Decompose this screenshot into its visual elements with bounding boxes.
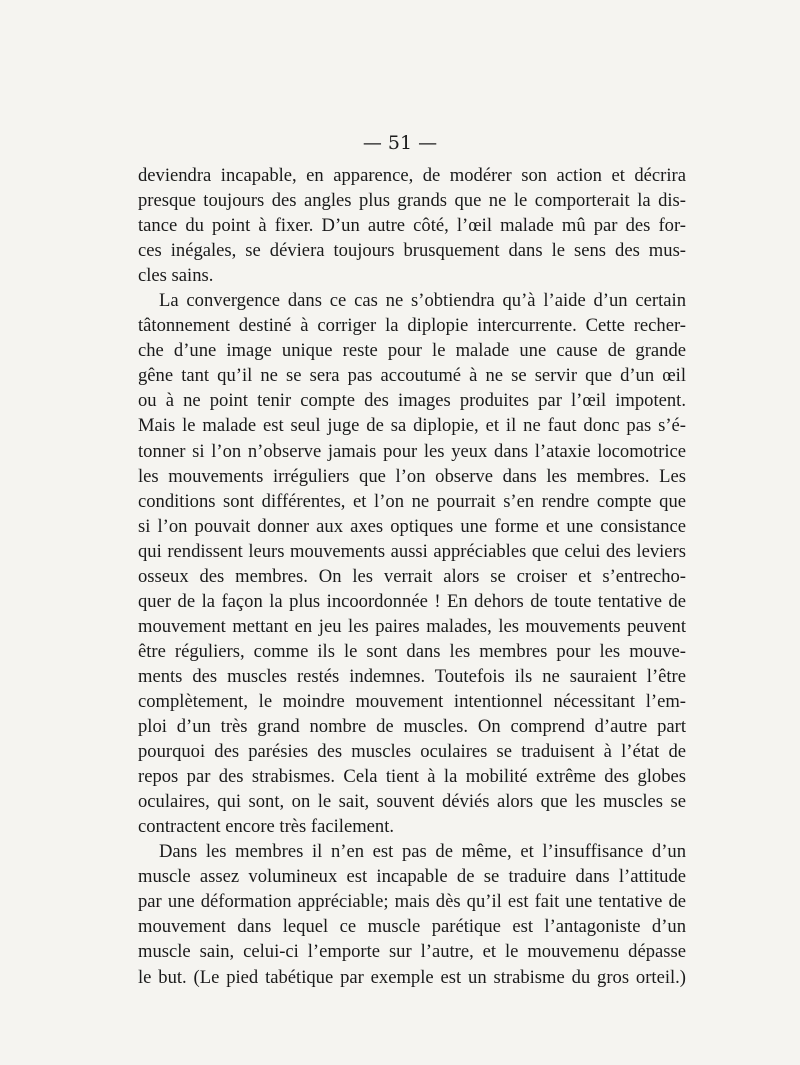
text-line: être réguliers, comme ils le sont dans les membres pour les mouve-: [138, 640, 686, 662]
text-line: ments des muscles restés indemnes. Toutefois ils ne sauraient l’être: [138, 665, 686, 687]
text-line: La convergence dans ce cas ne s’obtiendra qu’à l’aide d’un certain: [159, 290, 686, 312]
text-line: ou à ne point tenir compte des images produites par l’œil impotent.: [138, 390, 686, 412]
page-number: — 51 —: [362, 132, 438, 154]
text-line: contractent encore très facilement.: [138, 816, 395, 838]
text-line: ploi d’un très grand nombre de muscles. On comprend d’autre part: [138, 716, 686, 738]
text-line: qui rendissent leurs mouvements aussi appréciables que celui des leviers: [138, 540, 686, 562]
text-line: osseux des membres. On les verrait alors se croiser et s’entrecho-: [138, 565, 686, 587]
text-line: oculaires, qui sont, on le sait, souvent déviés alors que les muscles se: [138, 791, 686, 813]
text-line: tonner si l’on n’observe jamais pour les yeux dans l’ataxie locomotrice: [138, 440, 686, 462]
text-line: ces inégales, se déviera toujours brusquement dans le sens des mus-: [138, 240, 686, 262]
paragraph-3: [138, 839, 686, 989]
text-line: mouvement dans lequel ce muscle parétique est l’antagoniste d’un: [138, 916, 686, 938]
text-line: pourquoi des parésies des muscles oculaires se traduisent à l’état de: [138, 741, 686, 763]
text-line: tâtonnement destiné à corriger la diplopie intercurrente. Cette recher-: [138, 315, 686, 337]
text-line: muscle sain, celui-ci l’emporte sur l’autre, et le mouvemenu dépasse: [138, 941, 686, 963]
text-line: par une déformation appréciable; mais dès qu’il est fait une tentative de: [138, 891, 686, 913]
text-line: Mais le malade est seul juge de sa diplopie, et il ne faut donc pas s’é-: [138, 415, 686, 437]
body-text: [138, 163, 686, 990]
text-line: si l’on pouvait donner aux axes optiques une forme et une consistance: [138, 515, 686, 537]
text-line: le but. (Le pied tabétique par exemple est un strabisme du gros orteil.): [138, 966, 686, 988]
text-line: repos par des strabismes. Cela tient à la mobilité extrême des globes: [138, 766, 686, 788]
text-line: complètement, le moindre mouvement intentionnel nécessitant l’em-: [138, 690, 686, 712]
text-line: che d’une image unique reste pour le malade une cause de grande: [138, 340, 686, 362]
text-line: muscle assez volumineux est incapable de se traduire dans l’attitude: [138, 866, 686, 888]
text-line: les mouvements irréguliers que l’on observe dans les membres. Les: [138, 465, 686, 487]
text-line: cles sains.: [138, 265, 214, 287]
text-line: gêne tant qu’il ne se sera pas accoutumé à ne se servir que d’un œil: [138, 365, 686, 387]
text-line: conditions sont différentes, et l’on ne pourrait s’en rendre compte que: [138, 490, 686, 512]
text-line: tance du point à fixer. D’un autre côté, l’œil malade mû par des for-: [138, 215, 686, 237]
text-line: presque toujours des angles plus grands que ne le comporterait la dis-: [138, 190, 686, 212]
text-line: Dans les membres il n’en est pas de même, et l’insuffisance d’un: [159, 841, 686, 863]
text-line: quer de la façon la plus incoordonnée ! En dehors de toute tentative de: [138, 590, 686, 612]
text-line: mouvement mettant en jeu les paires malades, les mouvements peuvent: [138, 615, 686, 637]
text-line: deviendra incapable, en apparence, de modérer son action et décrira: [138, 165, 686, 186]
paragraph-1: [138, 163, 686, 288]
paragraph-2: [138, 288, 686, 839]
